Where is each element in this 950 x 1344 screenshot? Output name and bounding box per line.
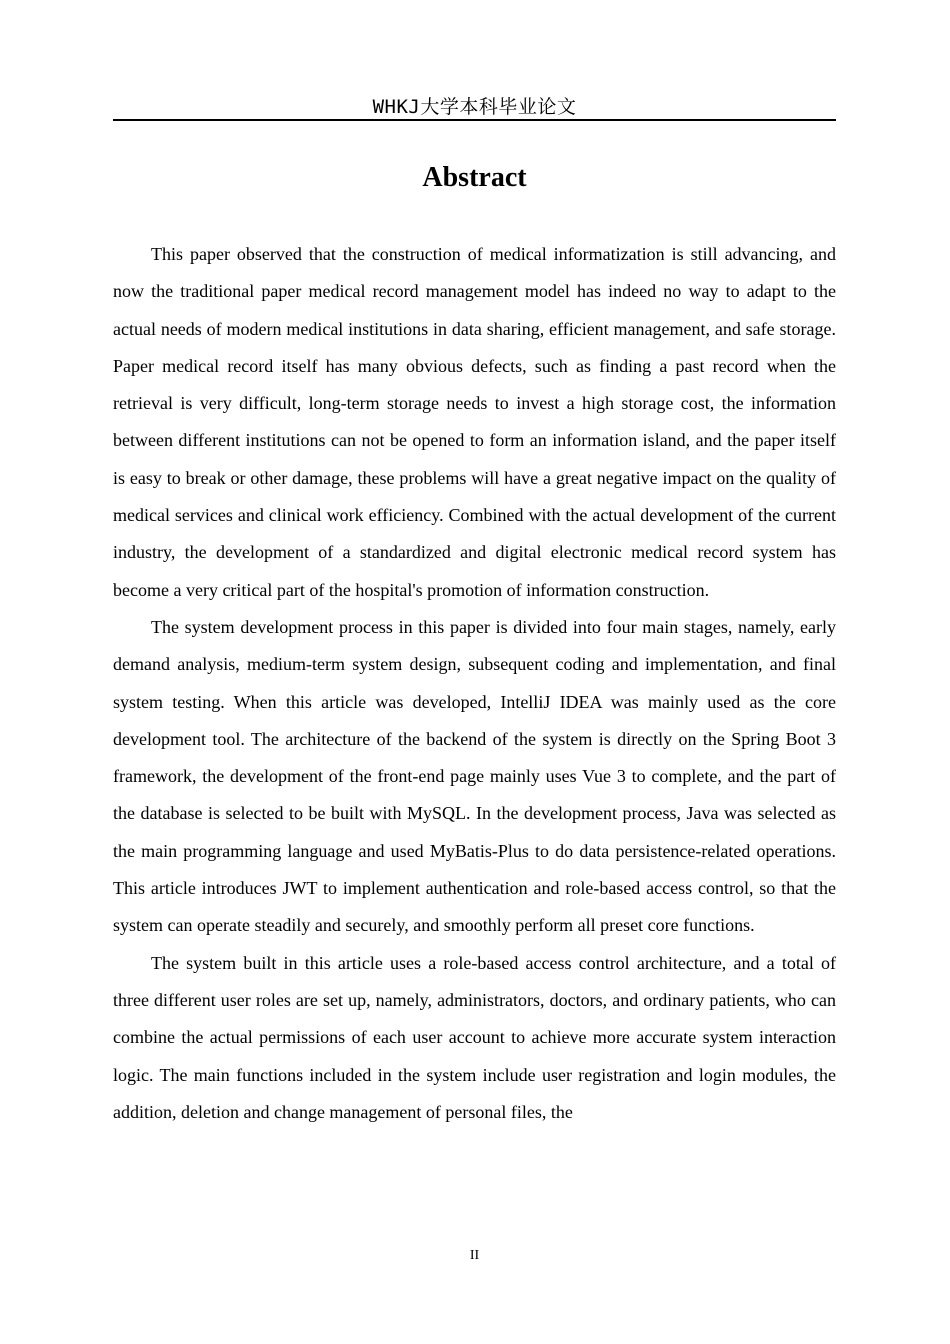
page-number: II — [469, 1248, 480, 1263]
abstract-title: Abstract — [422, 162, 527, 193]
abstract-paragraph-3: The system built in this article uses a role-based access control architecture, and a total of three different user roles are set up, namely, administrators, doctors, and ordinary patients, who can combine the actual permissions of each user account to achieve more accurate system interaction logic. The main functions included in the system include user registration and login modules, the addition, deletion and change management of personal files, the — [113, 952, 836, 1122]
abstract-paragraph-1: This paper observed that the construction of medical informatization is still advancing, and now the traditional paper medical record management model has indeed no way to adapt to the actual needs of modern medical institutions in data sharing, efficient management, and safe storage. Paper medical record itself has many obvious defects, such as finding a past record when the retrieval is very difficult, long-term storage needs to invest a high storage cost, the information between different institutions can not be opened to form an information island, and the paper itself is easy to break or other damage, these problems will have a great negative impact on the quality of medical services and clinical work efficiency. Combined with the actual development of the current industry, the development of a standardized and digital electronic medical record system has become a very critical part of the hospital's promotion of information construction. — [113, 244, 836, 600]
abstract-body — [113, 236, 836, 1131]
running-header: WHKJ大学本科毕业论文 — [113, 93, 836, 121]
abstract-paragraph-2: The system development process in this paper is divided into four main stages, namely, early demand analysis, medium-term system design, subsequent coding and implementation, and final system testing. When this article was developed, IntelliJ IDEA was mainly used as the core development tool. The architecture of the backend of the system is directly on the Spring Boot 3 framework, the development of the front-end page mainly uses Vue 3 to complete, and the part of the database is selected to be built with MySQL. In the development process, Java was selected as the main programming language and used MyBatis-Plus to do data persistence-related operations. This article introduces JWT to implement authentication and role-based access control, so that the system can operate steadily and securely, and smoothly perform all preset core functions. — [113, 616, 836, 936]
